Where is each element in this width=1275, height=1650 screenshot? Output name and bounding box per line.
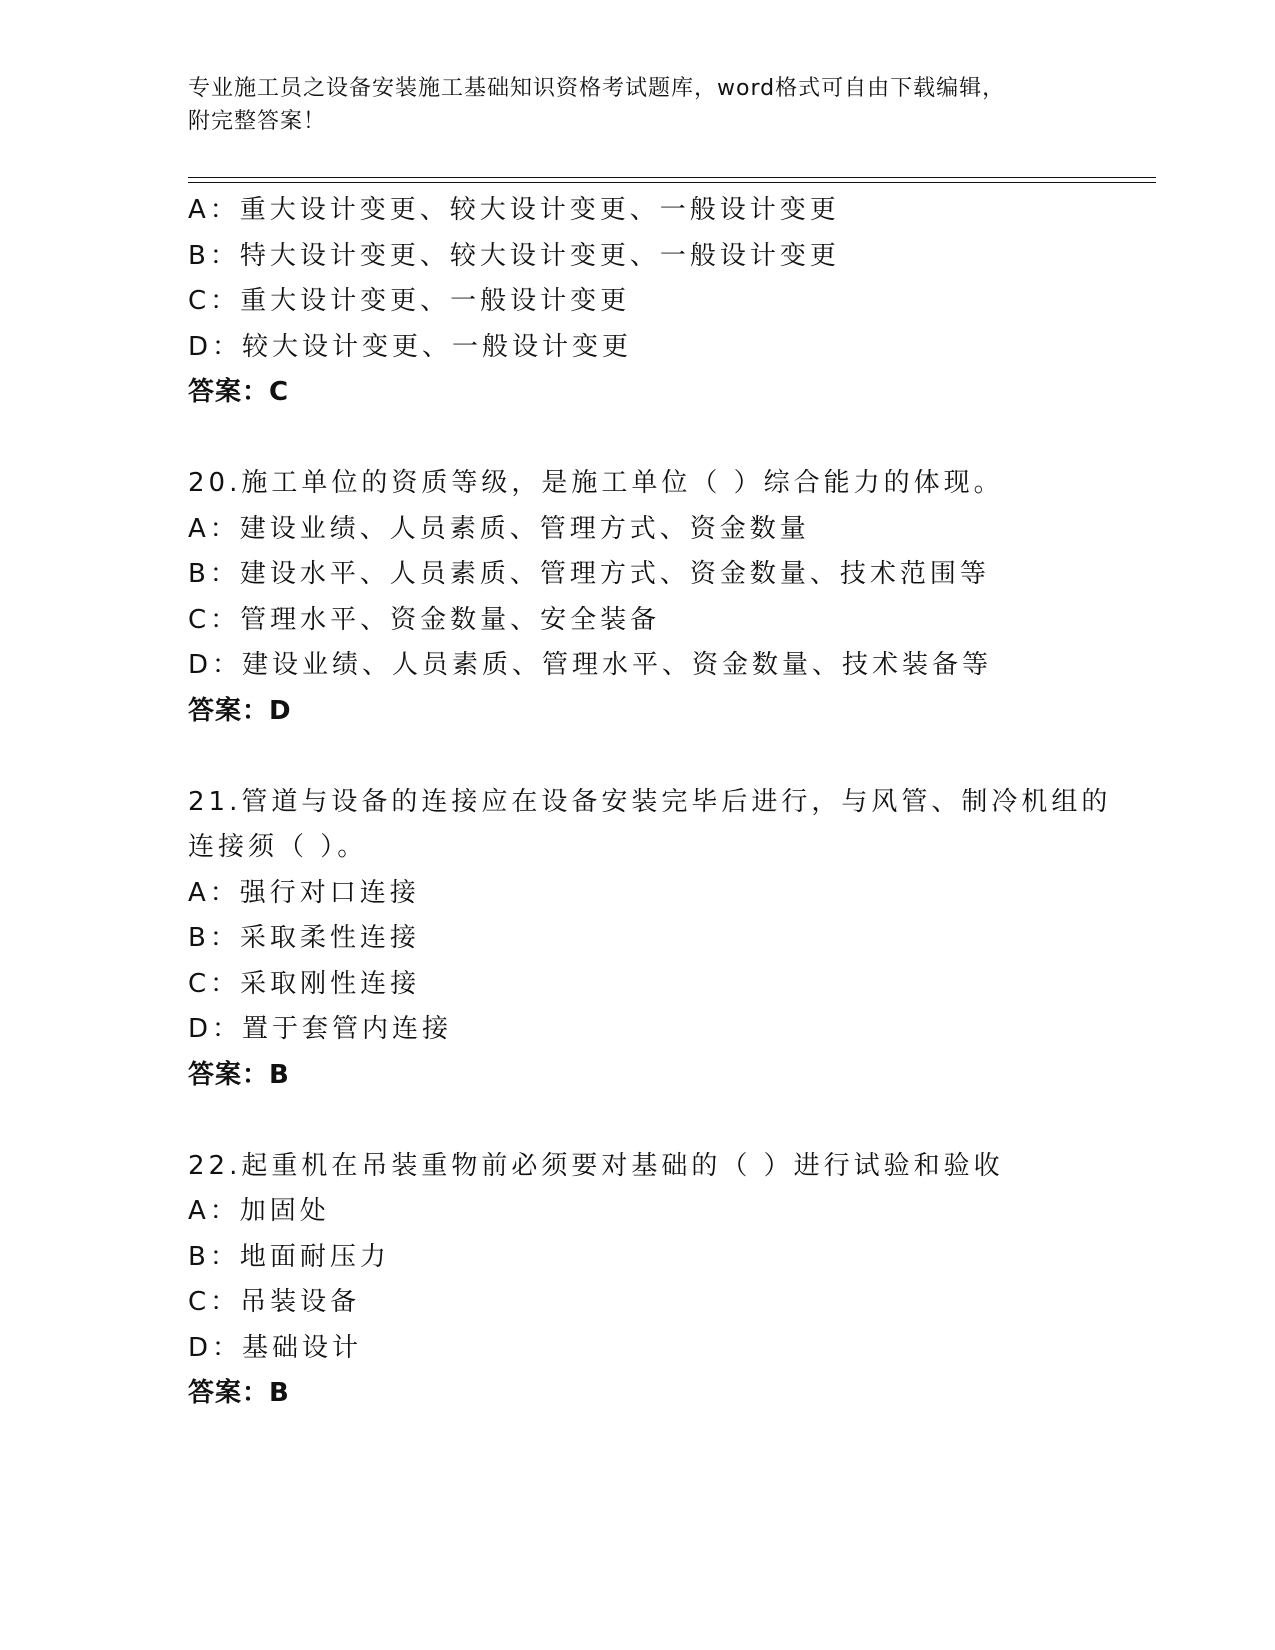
option-a: A：建设业绩、人员素质、管理方式、资金数量 xyxy=(188,513,810,544)
option-b: B：采取柔性连接 xyxy=(188,923,420,953)
question-20 xyxy=(188,461,1148,734)
option-b: B：特大设计变更、较大设计变更、一般设计变更 xyxy=(188,240,840,271)
option-a: A：重大设计变更、较大设计变更、一般设计变更 xyxy=(188,195,840,225)
spacer xyxy=(188,416,1148,462)
spacer xyxy=(188,734,1148,780)
question-list xyxy=(188,188,1148,1417)
option-c: C：重大设计变更、一般设计变更 xyxy=(188,286,631,316)
document-header xyxy=(188,72,1088,138)
question-stem-line-2: 连接须（ ）。 xyxy=(188,832,368,862)
option-d: D：建设业绩、人员素质、管理水平、资金数量、技术装备等 xyxy=(188,650,993,680)
option-d: D：基础设计 xyxy=(188,1332,363,1363)
option-b: B：地面耐压力 xyxy=(188,1241,390,1272)
option-d: D：较大设计变更、一般设计变更 xyxy=(188,331,633,362)
option-c: C：吊装设备 xyxy=(188,1287,361,1317)
header-divider-bottom xyxy=(188,182,1156,183)
question-stem-line-1: 21.管道与设备的连接应在设备安装完毕后进行，与风管、制冷机组的 xyxy=(188,786,1112,817)
option-a: A：加固处 xyxy=(188,1196,330,1226)
header-divider-top xyxy=(188,177,1156,178)
option-c: C：采取刚性连接 xyxy=(188,968,421,999)
option-c: C：管理水平、资金数量、安全装备 xyxy=(188,604,661,635)
answer: 答案：C xyxy=(188,377,290,407)
question-stem: 20.施工单位的资质等级，是施工单位（ ）综合能力的体现。 xyxy=(188,468,1004,498)
option-d: D：置于套管内连接 xyxy=(188,1014,453,1044)
question-19 xyxy=(188,188,1148,416)
spacer xyxy=(188,1098,1148,1144)
answer: 答案：B xyxy=(188,1059,290,1090)
answer: 答案：B xyxy=(188,1378,290,1408)
question-22 xyxy=(188,1144,1148,1417)
answer: 答案：D xyxy=(188,695,292,726)
header-line-2: 附完整答案！ xyxy=(188,109,327,134)
option-b: B：建设水平、人员素质、管理方式、资金数量、技术范围等 xyxy=(188,559,990,589)
question-21 xyxy=(188,780,1148,1099)
option-a: A：强行对口连接 xyxy=(188,877,420,908)
question-stem: 22.起重机在吊装重物前必须要对基础的（ ）进行试验和验收 xyxy=(188,1150,1004,1181)
header-line-1: 专业施工员之设备安装施工基础知识资格考试题库，word格式可自由下载编辑， xyxy=(188,76,1006,101)
